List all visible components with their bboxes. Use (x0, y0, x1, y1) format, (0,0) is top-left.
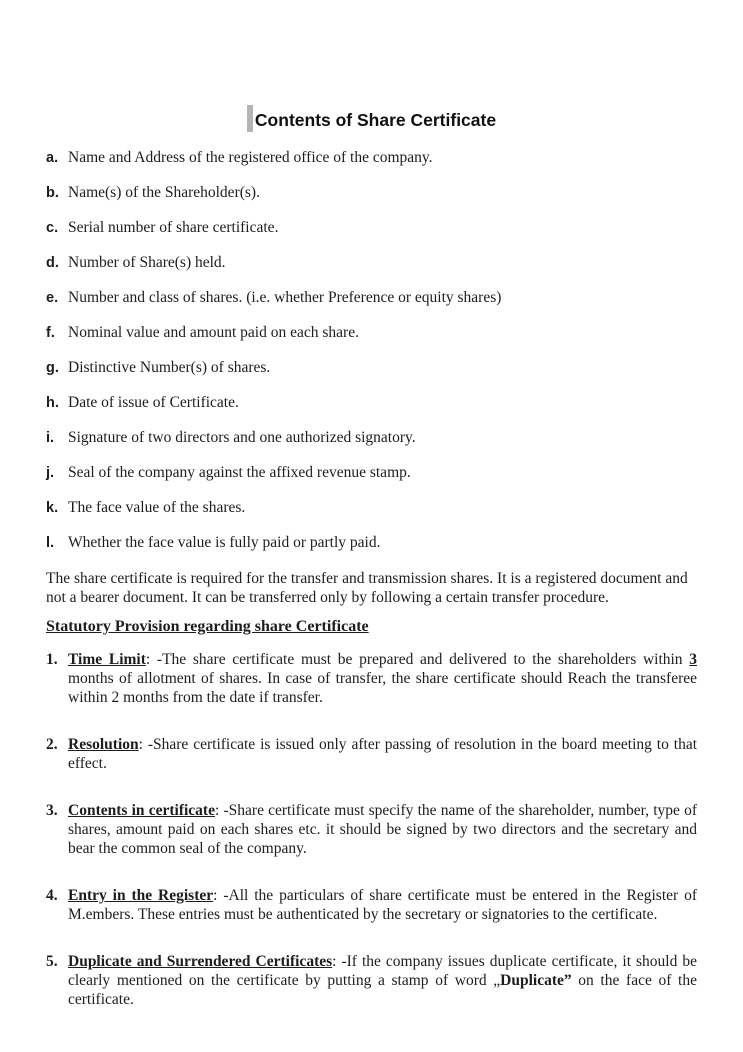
item-content (68, 886, 697, 924)
item-marker: a. (46, 150, 59, 166)
item-text: Distinctive Number(s) of shares. (68, 359, 271, 376)
item-heading: Entry in the Register (68, 887, 214, 904)
body-part: on the face of the certificate. (68, 972, 697, 1008)
item-marker: j. (46, 465, 55, 481)
item-body (68, 736, 697, 772)
lettered-item (46, 428, 697, 448)
title-row (46, 105, 697, 132)
numbered-item (46, 952, 697, 1009)
item-text: Name and Address of the registered office of the company. (68, 149, 433, 166)
item-separator: : - (213, 887, 229, 904)
lettered-item (46, 183, 697, 203)
numbered-item (46, 801, 697, 858)
lettered-item (46, 393, 697, 413)
lettered-item (46, 323, 697, 343)
item-text: Seal of the company against the affixed revenue stamp. (68, 464, 411, 481)
item-text: Nominal value and amount paid on each share. (68, 324, 359, 341)
item-number: 2. (46, 736, 58, 753)
lettered-item (46, 288, 697, 308)
item-marker: c. (46, 220, 59, 236)
item-number: 5. (46, 953, 58, 970)
item-text: Whether the face value is fully paid or partly paid. (68, 534, 381, 551)
body-part: All the particulars of share certificate must be entered in the Register of M.embers. These entries must be authenticated by the secretary or signatories to the certificate. (68, 887, 698, 923)
item-number: 1. (46, 651, 58, 668)
lettered-item (46, 533, 697, 553)
page-title: Contents of Share Certificate (254, 110, 497, 130)
item-text: Number and class of shares. (i.e. whether Preference or equity shares) (68, 289, 502, 306)
intro-paragraph: The share certificate is required for the transfer and transmission shares. It is a registered document and not a bearer document. It can be transferred only by following a certain transfer procedure. (46, 570, 688, 606)
body-part: The share certificate must be prepared and delivered to the shareholders within (162, 651, 690, 668)
item-heading: Duplicate and Surrendered Certificates (68, 953, 333, 970)
item-heading: Resolution (68, 736, 139, 753)
lettered-list (46, 148, 697, 553)
body-part: Duplicate” (500, 972, 572, 989)
text-cursor-artifact (247, 105, 253, 132)
numbered-item (46, 735, 697, 773)
item-text: Signature of two directors and one authorized signatory. (68, 429, 416, 446)
item-text: Number of Share(s) held. (68, 254, 226, 271)
lettered-item (46, 358, 697, 378)
body-part: months of allotment of shares. In case of transfer, the share certificate should Reach the transferee within 2 months from the date if transfer. (68, 670, 697, 706)
item-text: Date of issue of Certificate. (68, 394, 239, 411)
numbered-item (46, 650, 697, 707)
item-marker: l. (46, 535, 55, 551)
lettered-item (46, 498, 697, 518)
item-text: The face value of the shares. (68, 499, 246, 516)
body-part: 3 (689, 651, 698, 668)
item-number: 3. (46, 802, 58, 819)
body-part: Share certificate must specify the name of the shareholder, number, type of shares, amount paid on each shares etc. it should be signed by two directors and the secretary and bear the common seal of the company. (68, 802, 698, 857)
item-text: Serial number of share certificate. (68, 219, 279, 236)
item-text: Name(s) of the Shareholder(s). (68, 184, 260, 201)
numbered-item (46, 886, 697, 924)
item-marker: f. (46, 325, 55, 341)
body-part: If the company issues duplicate certificate, it should be clearly mentioned on the certificate by putting a stamp of word „ (68, 953, 697, 989)
item-content (68, 735, 697, 773)
item-content (68, 801, 697, 858)
item-marker: e. (46, 290, 59, 306)
item-marker: i. (46, 430, 55, 446)
numbered-list (46, 650, 697, 1009)
lettered-item (46, 463, 697, 483)
item-body (68, 651, 697, 706)
item-content (68, 952, 697, 1009)
lettered-item (46, 218, 697, 238)
lettered-item (46, 148, 697, 168)
item-marker: b. (46, 185, 59, 201)
item-content (68, 650, 697, 707)
body-part: Share certificate is issued only after passing of resolution in the board meeting to that effect. (68, 736, 698, 772)
item-separator: : - (332, 953, 347, 970)
lettered-item (46, 253, 697, 273)
section-heading: Statutory Provision regarding share Certificate (46, 618, 369, 635)
item-marker: k. (46, 500, 59, 516)
item-heading: Contents in certificate (68, 802, 215, 819)
item-heading: Time Limit (68, 651, 146, 668)
item-number: 4. (46, 887, 58, 904)
item-marker: h. (46, 395, 59, 411)
item-marker: d. (46, 255, 59, 271)
item-separator: : - (214, 802, 229, 819)
item-marker: g. (46, 360, 59, 376)
item-separator: : - (145, 651, 163, 668)
item-separator: : - (138, 736, 154, 753)
